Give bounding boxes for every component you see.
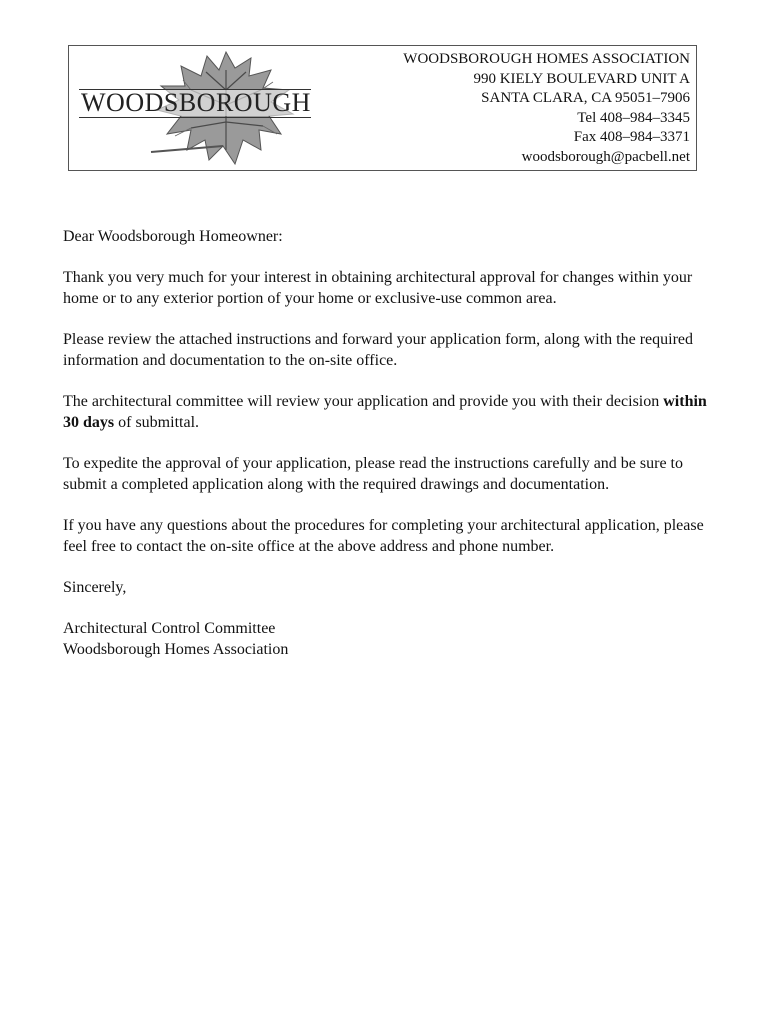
fax-line: Fax 408–984–3371 xyxy=(573,129,690,145)
address-line: WOODSBOROUGH HOMES ASSOCIATION xyxy=(403,51,690,67)
paragraph-1: Thank you very much for your interest in obtaining architectural approval for changes within your home or to any exterior portion of your home or exclusive-use common area. xyxy=(63,269,693,307)
paragraph-2: Please review the attached instructions and forward your application form, along with the required information and documentation to the on-site office. xyxy=(63,331,694,369)
logo-text: WOODSBOROUGH xyxy=(81,88,311,117)
address-line: 990 KIELY BOULEVARD UNIT A xyxy=(473,70,690,87)
letterhead xyxy=(68,45,697,171)
para3-text-after: of submittal. xyxy=(114,414,200,431)
association-address xyxy=(403,50,690,167)
paragraph-4: To expedite the approval of your application, please read the instructions carefully and be sure to submit a completed application along with the required drawings and documentation. xyxy=(63,455,683,493)
paragraph-3 xyxy=(63,391,713,433)
email-line: woodsborough@pacbell.net xyxy=(521,148,690,165)
deadline-emphasis: within 30 days xyxy=(63,393,707,431)
logo xyxy=(69,46,369,170)
closing: Sincerely, xyxy=(63,579,127,596)
letter-body xyxy=(63,226,713,660)
signature-line-1: Architectural Control Committee xyxy=(63,620,276,637)
signature-line-2: Woodsborough Homes Association xyxy=(63,641,289,658)
phone-line: Tel 408–984–3345 xyxy=(577,109,690,126)
paragraph-5: If you have any questions about the procedures for completing your architectural application, please feel free to contact the on-site office at the above address and phone number. xyxy=(63,517,704,555)
salutation: Dear Woodsborough Homeowner: xyxy=(63,228,283,245)
address-line: SANTA CLARA, CA 95051–7906 xyxy=(481,90,690,106)
logo-rule-bottom xyxy=(79,117,311,118)
para3-text-before: The architectural committee will review your application and provide you with their decision xyxy=(63,393,664,410)
